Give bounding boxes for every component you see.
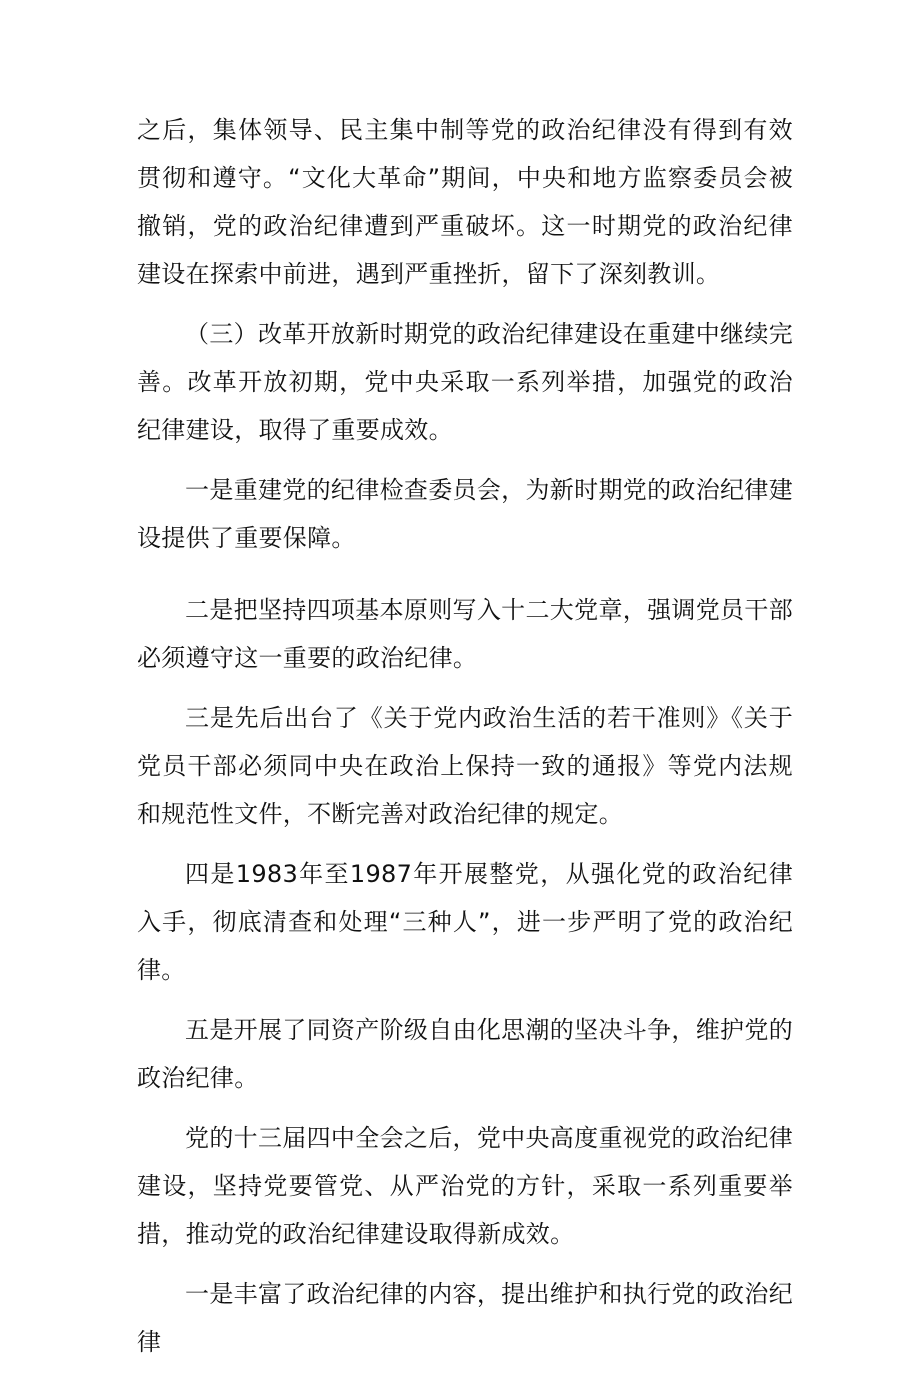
paragraph-continuation: 之后，集体领导、民主集中制等党的政治纪律没有得到有效贯彻和遵守。“文化大革命”期间，中央和地方监察委员会被撤销，党的政治纪律遭到严重破坏。这一时期党的政治纪律建设在探索中前进，遇到严重挫折，留下了深刻教训。 (137, 116, 793, 288)
document-body (137, 106, 793, 1378)
paragraph-point-one-enriched: 一是丰富了政治纪律的内容，提出维护和执行党的政治纪律 (137, 1280, 793, 1356)
paragraph-point-five: 五是开展了同资产阶级自由化思潮的坚决斗争，维护党的政治纪律。 (137, 1016, 793, 1092)
paragraph-point-three: 三是先后出台了《关于党内政治生活的若干准则》《关于党员干部必须同中央在政治上保持一致的通报》等党内法规和规范性文件，不断完善对政治纪律的规定。 (137, 704, 793, 828)
paragraph-point-two: 二是把坚持四项基本原则写入十二大党章，强调党员干部必须遵守这一重要的政治纪律。 (137, 596, 793, 672)
paragraph-fourth-plenum: 党的十三届四中全会之后，党中央高度重视党的政治纪律建设，坚持党要管党、从严治党的方针，采取一系列重要举措，推动党的政治纪律建设取得新成效。 (137, 1124, 793, 1248)
paragraph-point-one: 一是重建党的纪律检查委员会，为新时期党的政治纪律建设提供了重要保障。 (137, 476, 793, 552)
paragraph-section-three: （三）改革开放新时期党的政治纪律建设在重建中继续完善。改革开放初期，党中央采取一系列举措，加强党的政治纪律建设，取得了重要成效。 (137, 320, 793, 444)
paragraph-point-four: 四是1983年至1987年开展整党，从强化党的政治纪律入手，彻底清查和处理“三种人”，进一步严明了党的政治纪律。 (137, 860, 793, 984)
